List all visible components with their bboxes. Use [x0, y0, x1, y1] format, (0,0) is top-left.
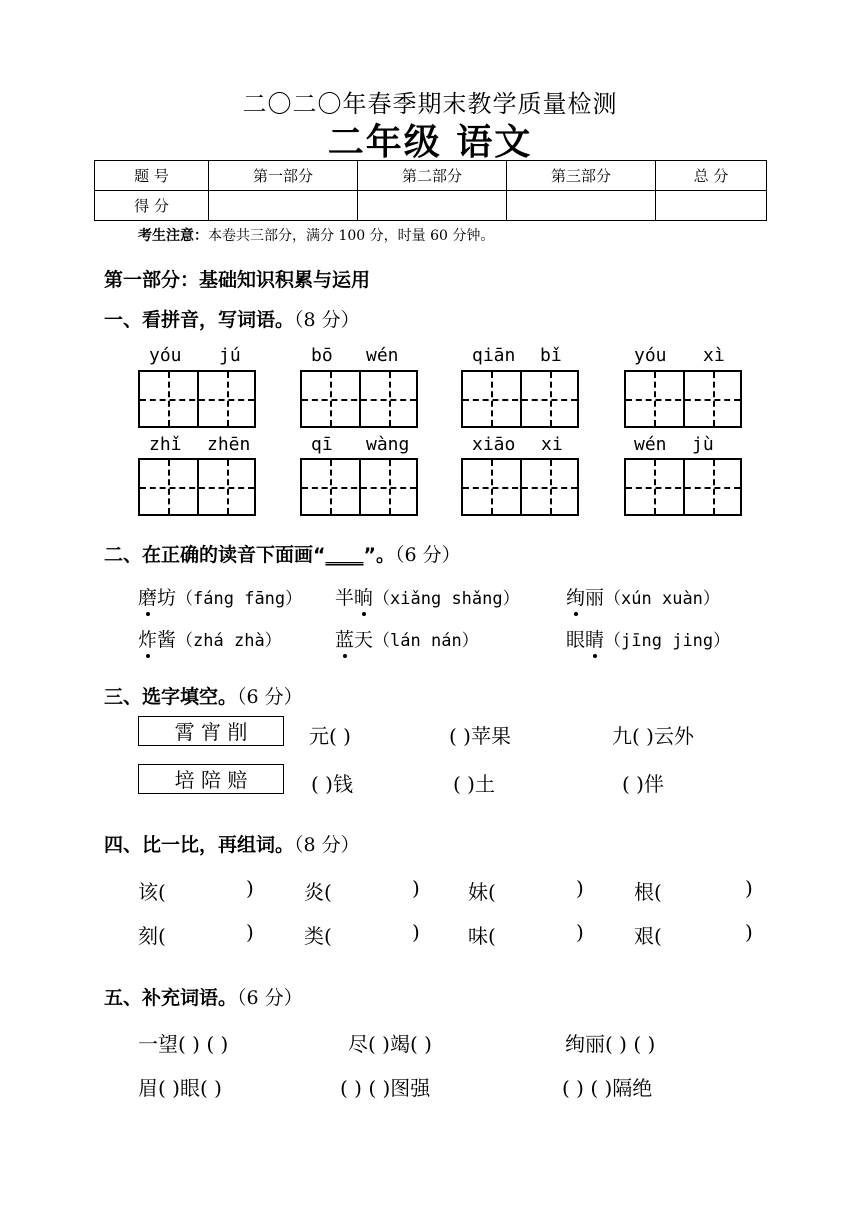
q2-score: （6 分）	[395, 544, 461, 566]
text: 丽	[585, 587, 605, 609]
pinyin: zhǐ	[149, 434, 182, 455]
idiom-blank[interactable]: ( ) ( )图强	[340, 1076, 431, 1100]
pinyin: bō	[311, 345, 333, 366]
q2-title-text: 二、在正确的读音下面画“	[104, 544, 326, 566]
q2-item[interactable]	[335, 583, 520, 610]
word-blank-close: )	[246, 920, 254, 944]
q1-score: （8 分）	[294, 309, 360, 331]
q3-title	[104, 682, 303, 709]
table-cell: 题 号	[95, 161, 209, 191]
word-prompt[interactable]: 根(	[634, 880, 662, 904]
pinyin: wàng	[366, 434, 410, 455]
pinyin-options: （xún xuàn）	[604, 589, 720, 609]
word-prompt[interactable]: 妹(	[468, 880, 496, 904]
word-prompt[interactable]: 味(	[468, 924, 496, 948]
score-table	[94, 160, 767, 221]
fill-blank[interactable]: 元( )	[309, 724, 351, 748]
word-prompt[interactable]: 炎(	[304, 880, 332, 904]
fill-blank[interactable]: 九( )云外	[612, 724, 694, 748]
word-prompt[interactable]: 艰(	[634, 924, 662, 948]
word-blank-close: )	[576, 876, 584, 900]
idiom-blank[interactable]: 眉( )眼( )	[138, 1076, 222, 1100]
exam-notice	[138, 225, 494, 245]
score-blank[interactable]	[209, 191, 358, 221]
q2-item[interactable]	[335, 625, 479, 652]
writing-grid[interactable]	[138, 458, 256, 516]
text: 天	[354, 629, 374, 651]
idiom-blank[interactable]: ( ) ( )隔绝	[562, 1076, 653, 1100]
text: 眼	[566, 629, 586, 651]
q2-item[interactable]	[566, 583, 720, 610]
q1-title	[104, 305, 360, 332]
table-cell: 得 分	[95, 191, 209, 221]
word-prompt[interactable]: 类(	[304, 924, 332, 948]
idiom-blank[interactable]: 一望( ) ( )	[138, 1032, 229, 1056]
text: 半	[335, 587, 355, 609]
fill-blank[interactable]: ( )伴	[622, 772, 664, 796]
q2-item[interactable]	[138, 583, 302, 610]
pinyin: wén	[366, 345, 399, 366]
idiom-blank[interactable]: 绚丽( ) ( )	[565, 1032, 656, 1056]
part1-title: 第一部分：基础知识积累与运用	[104, 269, 371, 291]
notice-text: 本卷共三部分，满分 100 分，时量 60 分钟。	[208, 228, 495, 244]
pinyin: xi	[541, 434, 563, 455]
char-choice-box: 霄 宵 削	[138, 716, 284, 746]
word-blank-close: )	[246, 876, 254, 900]
fill-blank[interactable]: ( )苹果	[449, 724, 511, 748]
pinyin: wén	[634, 434, 667, 455]
q4-title	[104, 830, 360, 857]
word-blank-close: )	[412, 920, 420, 944]
pinyin-options: （zhá zhà）	[176, 631, 282, 651]
q3-score: （6 分）	[237, 686, 303, 708]
fill-blank[interactable]: ( )钱	[311, 772, 353, 796]
writing-grid[interactable]	[138, 370, 256, 428]
writing-grid[interactable]	[624, 458, 742, 516]
writing-grid[interactable]	[300, 458, 418, 516]
q2-item[interactable]	[566, 625, 730, 652]
pinyin: jú	[219, 345, 241, 366]
dotted-char: 蓝	[335, 625, 354, 652]
pinyin: yóu	[634, 345, 667, 366]
idiom-blank[interactable]: 尽( )竭( )	[348, 1032, 432, 1056]
q2-item[interactable]	[138, 625, 282, 652]
notice-label: 考生注意：	[138, 228, 208, 244]
q3-title-text: 三、选字填空。	[104, 686, 238, 708]
pinyin: yóu	[149, 345, 182, 366]
exam-title: 二〇二〇年春季期末教学质量检测	[242, 90, 618, 118]
table-cell: 第三部分	[507, 161, 656, 191]
pinyin-options: （jīng jing）	[604, 631, 731, 651]
fill-blank[interactable]: ( )土	[453, 772, 495, 796]
dotted-char: 炸	[138, 625, 157, 652]
score-table-score-row	[95, 191, 767, 221]
grade-subject-title: 二年级 语文	[327, 122, 533, 163]
score-blank[interactable]	[358, 191, 507, 221]
q2-title	[104, 540, 461, 567]
dotted-char: 磨	[138, 583, 157, 610]
dotted-char: 晌	[354, 583, 373, 610]
word-prompt[interactable]: 刻(	[138, 924, 166, 948]
q5-score: （6 分）	[237, 987, 303, 1009]
text: 酱	[157, 629, 177, 651]
score-table-header-row	[95, 161, 767, 191]
word-blank-close: )	[412, 876, 420, 900]
q1-title-text: 一、看拼音，写词语。	[104, 309, 295, 331]
writing-grid[interactable]	[300, 370, 418, 428]
table-cell: 总 分	[656, 161, 767, 191]
pinyin: jù	[692, 434, 714, 455]
q4-score: （8 分）	[294, 834, 360, 856]
word-blank-close: )	[745, 920, 753, 944]
text: 坊	[157, 587, 177, 609]
pinyin: qiān	[472, 345, 516, 366]
char-choice-box: 培 陪 赔	[138, 764, 284, 794]
pinyin: zhēn	[207, 434, 251, 455]
word-prompt[interactable]: 该(	[138, 880, 166, 904]
writing-grid[interactable]	[624, 370, 742, 428]
q5-title-text: 五、补充词语。	[104, 987, 238, 1009]
writing-grid[interactable]	[461, 458, 579, 516]
pinyin-options: （xiǎng shǎng）	[373, 589, 520, 609]
table-cell: 第二部分	[358, 161, 507, 191]
table-cell: 第一部分	[209, 161, 358, 191]
q4-title-text: 四、比一比，再组词。	[104, 834, 295, 856]
writing-grid[interactable]	[461, 370, 579, 428]
word-blank-close: )	[576, 920, 584, 944]
score-blank[interactable]	[656, 191, 767, 221]
pinyin: xiāo	[472, 434, 516, 455]
pinyin: qī	[311, 434, 333, 455]
dotted-char: 绚	[566, 583, 585, 610]
pinyin-options: （lán nán）	[373, 631, 479, 651]
word-blank-close: )	[745, 876, 753, 900]
pinyin: xì	[703, 345, 725, 366]
pinyin-options: （fáng fāng）	[176, 589, 303, 609]
q2-title-blank: ____	[325, 544, 364, 566]
q5-title	[104, 983, 303, 1010]
pinyin: bǐ	[540, 345, 562, 366]
q2-title-end: ”。	[363, 544, 395, 566]
dotted-char: 睛	[585, 625, 604, 652]
score-blank[interactable]	[507, 191, 656, 221]
